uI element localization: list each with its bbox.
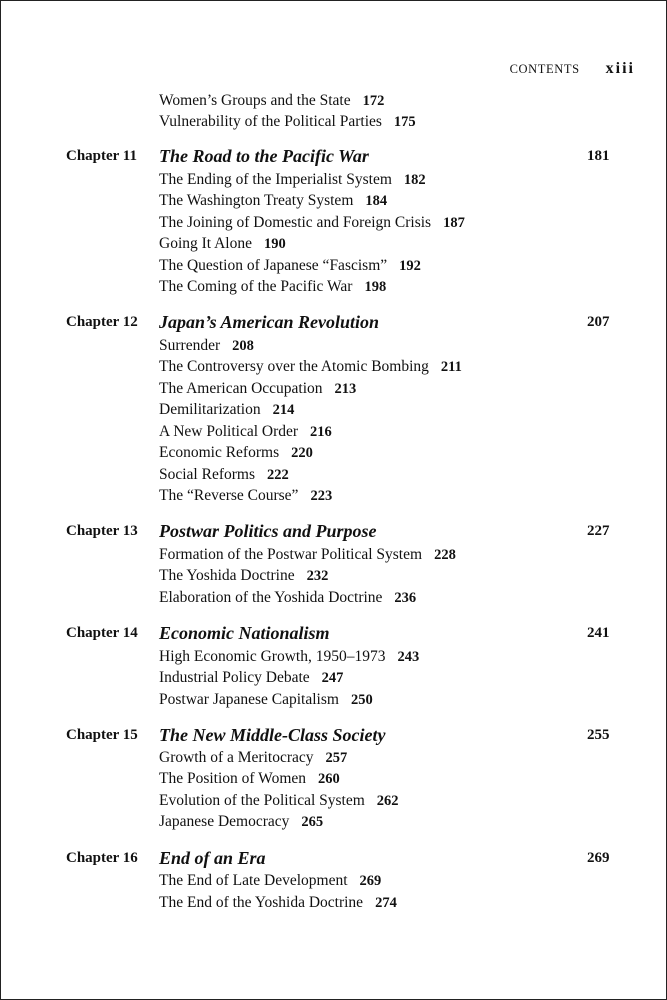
entry-title: Vulnerability of the Political Parties bbox=[159, 113, 382, 130]
toc-entry bbox=[159, 768, 639, 790]
entry-page: 208 bbox=[232, 338, 254, 354]
toc-entry bbox=[159, 190, 639, 212]
toc-entry bbox=[159, 565, 639, 587]
entry-title: Social Reforms bbox=[159, 466, 255, 483]
entry-title: Surrender bbox=[159, 337, 221, 354]
entry-title: The “Reverse Course” bbox=[159, 487, 299, 504]
chapter-heading bbox=[1, 312, 666, 334]
toc-entry bbox=[159, 790, 639, 812]
chapter-title: Postwar Politics and Purpose bbox=[159, 521, 377, 541]
entry-page: 172 bbox=[362, 93, 385, 109]
toc-entry bbox=[159, 544, 639, 566]
entry-title: Formation of the Postwar Political System bbox=[159, 546, 423, 563]
entry-page: 175 bbox=[393, 114, 416, 130]
chapter-page: 227 bbox=[587, 523, 610, 539]
entry-title: Growth of a Meritocracy bbox=[159, 749, 314, 766]
entry-title: Industrial Policy Debate bbox=[159, 669, 310, 686]
entry-title: Demilitarization bbox=[159, 401, 261, 418]
entry-title: The Ending of the Imperialist System bbox=[159, 171, 392, 188]
entry-title: A New Political Order bbox=[159, 423, 299, 440]
entry-title: Postwar Japanese Capitalism bbox=[159, 691, 339, 708]
toc-entry bbox=[159, 378, 639, 400]
chapter-title: The New Middle-Class Society bbox=[159, 725, 386, 745]
toc-entry bbox=[159, 485, 639, 507]
entry-page: 232 bbox=[306, 568, 329, 584]
chapter-heading bbox=[1, 521, 666, 543]
toc-entry bbox=[159, 255, 639, 277]
page-folio: xiii bbox=[605, 60, 635, 77]
entry-page: 262 bbox=[376, 793, 399, 809]
chapter-label: Chapter 12 bbox=[66, 314, 138, 330]
entry-page: 236 bbox=[394, 590, 417, 606]
toc-entry bbox=[159, 811, 639, 833]
chapter-heading bbox=[1, 146, 666, 168]
chapter-title: End of an Era bbox=[159, 848, 266, 868]
chapter-label: Chapter 16 bbox=[66, 850, 138, 866]
chapter-title: Economic Nationalism bbox=[159, 623, 330, 643]
entry-title: Economic Reforms bbox=[159, 444, 280, 461]
entry-page: 214 bbox=[272, 402, 295, 418]
toc-entry bbox=[159, 892, 639, 914]
entry-title: High Economic Growth, 1950–1973 bbox=[159, 648, 386, 665]
chapter-heading bbox=[1, 848, 666, 870]
chapter-title: The Road to the Pacific War bbox=[159, 146, 369, 166]
toc-entry bbox=[159, 233, 639, 255]
entry-page: 222 bbox=[267, 467, 289, 483]
chapter-page: 269 bbox=[587, 850, 610, 866]
toc-entry bbox=[159, 90, 639, 112]
chapter-label: Chapter 14 bbox=[66, 625, 138, 641]
entry-title: The Washington Treaty System bbox=[159, 192, 354, 209]
entry-page: 198 bbox=[364, 279, 387, 295]
entry-page: 265 bbox=[301, 814, 324, 830]
entry-title: Japanese Democracy bbox=[159, 813, 290, 830]
entry-title: The Position of Women bbox=[159, 770, 307, 787]
entry-page: 269 bbox=[359, 873, 382, 889]
toc-entry bbox=[159, 421, 639, 443]
entry-page: 257 bbox=[325, 750, 348, 766]
entry-title: The American Occupation bbox=[159, 380, 323, 397]
toc-entry bbox=[159, 747, 639, 769]
toc-entry bbox=[159, 111, 639, 133]
chapter-title: Japan’s American Revolution bbox=[159, 312, 380, 332]
chapter-page: 255 bbox=[587, 727, 610, 743]
running-head-label: CONTENTS bbox=[509, 62, 580, 76]
toc-entry bbox=[159, 169, 639, 191]
entry-page: 211 bbox=[440, 359, 462, 375]
toc-entry bbox=[159, 399, 639, 421]
chapter-label: Chapter 15 bbox=[66, 727, 138, 743]
running-head bbox=[510, 60, 635, 78]
entry-title: Evolution of the Political System bbox=[159, 792, 365, 809]
entry-page: 250 bbox=[350, 692, 373, 708]
entry-page: 243 bbox=[397, 649, 420, 665]
toc-entry bbox=[159, 276, 639, 298]
entry-page: 274 bbox=[375, 895, 397, 911]
entry-page: 260 bbox=[318, 771, 340, 787]
toc-entry bbox=[159, 646, 639, 668]
entry-title: Elaboration of the Yoshida Doctrine bbox=[159, 589, 383, 606]
entry-page: 187 bbox=[443, 215, 465, 231]
entry-title: Women’s Groups and the State bbox=[159, 92, 351, 109]
entry-page: 184 bbox=[365, 193, 388, 209]
entry-page: 213 bbox=[334, 381, 357, 397]
entry-title: The Question of Japanese “Fascism” bbox=[159, 257, 388, 274]
entry-page: 247 bbox=[321, 670, 344, 686]
chapter-label: Chapter 13 bbox=[66, 523, 138, 539]
toc-entry bbox=[159, 689, 639, 711]
chapter-page: 241 bbox=[587, 625, 610, 641]
toc-entry bbox=[159, 442, 639, 464]
entry-page: 192 bbox=[399, 258, 421, 274]
chapter-heading bbox=[1, 725, 666, 747]
entry-page: 216 bbox=[310, 424, 332, 440]
entry-title: The End of Late Development bbox=[159, 872, 348, 889]
toc-entry bbox=[159, 356, 639, 378]
chapter-heading bbox=[1, 623, 666, 645]
chapter-page: 181 bbox=[587, 148, 610, 164]
toc-entry bbox=[159, 335, 639, 357]
entry-title: The Controversy over the Atomic Bombing bbox=[159, 358, 429, 375]
toc-entry bbox=[159, 464, 639, 486]
toc-entry bbox=[159, 212, 639, 234]
entry-page: 228 bbox=[434, 547, 456, 563]
entry-page: 182 bbox=[403, 172, 426, 188]
toc-entry bbox=[159, 587, 639, 609]
entry-title: The Yoshida Doctrine bbox=[159, 567, 295, 584]
entry-title: The End of the Yoshida Doctrine bbox=[159, 894, 364, 911]
chapter-page: 207 bbox=[587, 314, 610, 330]
chapter-label: Chapter 11 bbox=[66, 148, 137, 164]
entry-title: The Coming of the Pacific War bbox=[159, 278, 353, 295]
entry-title: Going It Alone bbox=[159, 235, 252, 252]
toc-entry bbox=[159, 667, 639, 689]
entry-page: 220 bbox=[291, 445, 313, 461]
entry-page: 190 bbox=[264, 236, 286, 252]
entry-page: 223 bbox=[310, 488, 333, 504]
toc-entry bbox=[159, 870, 639, 892]
entry-title: The Joining of Domestic and Foreign Crisis bbox=[159, 214, 432, 231]
